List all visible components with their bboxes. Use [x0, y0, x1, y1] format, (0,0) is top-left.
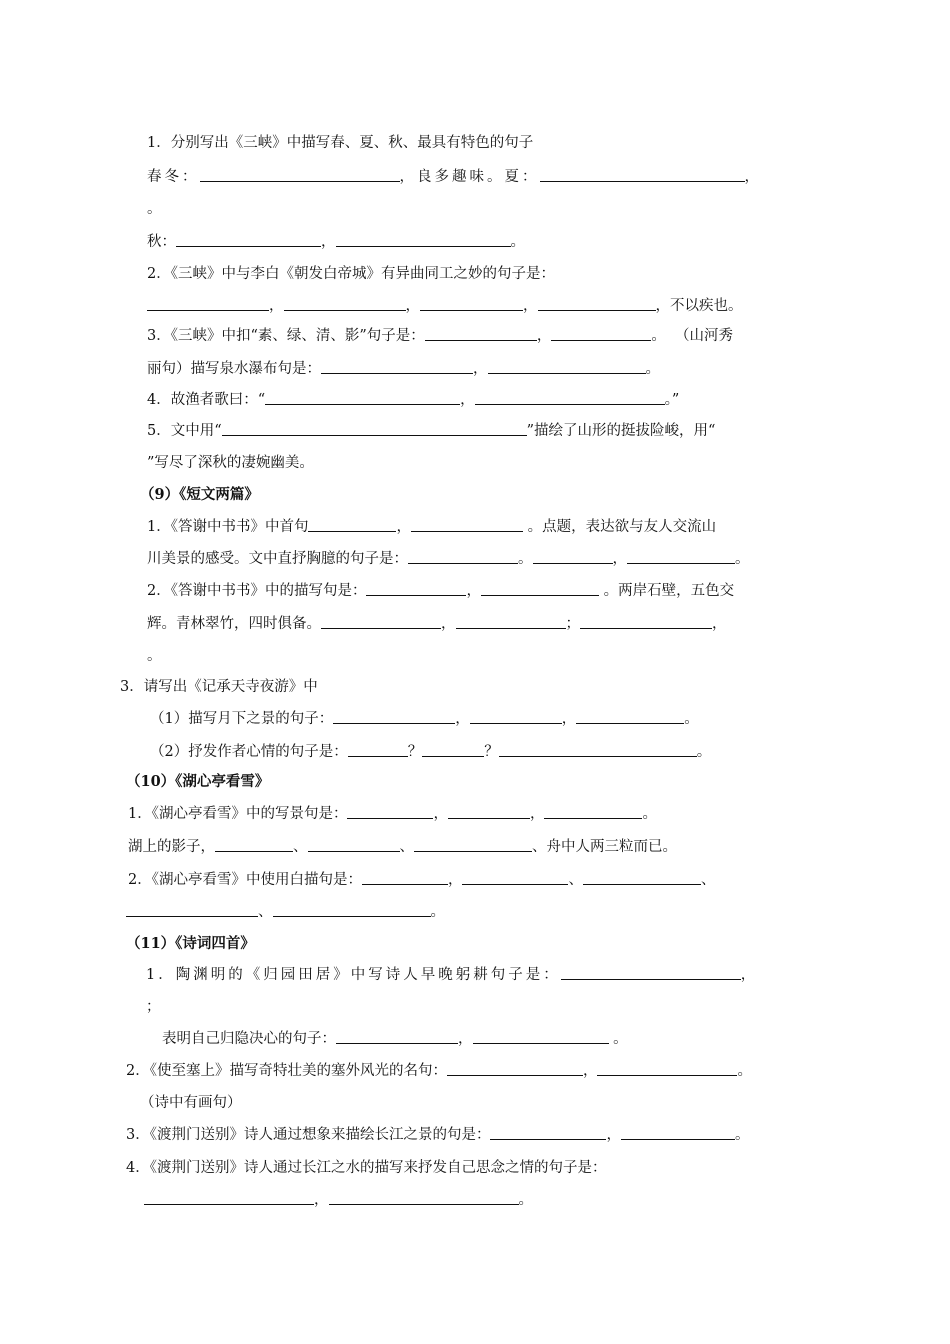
blank[interactable]: [321, 359, 473, 374]
sanxia-q1-autumn: 秋： ， 。: [147, 234, 525, 250]
sanxia-q1: 1．分别写出《三峡》中描写春、夏、秋、最具有特色的句子: [147, 135, 534, 151]
blank[interactable]: [627, 549, 735, 564]
blank[interactable]: [481, 581, 599, 596]
blank[interactable]: [551, 326, 651, 341]
blank[interactable]: [473, 1029, 609, 1044]
blank[interactable]: [333, 709, 455, 724]
blank[interactable]: [490, 1125, 606, 1140]
blank[interactable]: [422, 742, 484, 757]
blank[interactable]: [362, 870, 448, 885]
blank[interactable]: [408, 549, 518, 564]
blank[interactable]: [414, 837, 532, 852]
duanwen-q3: 3．请写出《记承天寺夜游》中: [120, 679, 318, 695]
sanxia-q3-line2: 丽句）描写泉水瀑布句是： ， 。: [147, 361, 660, 377]
shici-q1-semicolon: ；: [146, 999, 161, 1015]
duanwen-q3-a: （1）描写月下之景的句子： ， ， 。: [150, 711, 699, 727]
shici-q4-answer: ， 。: [144, 1190, 533, 1210]
sanxia-q2: 2．《三峡》中与李白《朝发白帝城》有异曲同工之妙的句子是：: [147, 266, 555, 282]
blank[interactable]: [576, 709, 684, 724]
blank[interactable]: [347, 804, 433, 819]
blank[interactable]: [265, 390, 460, 405]
blank[interactable]: [273, 902, 431, 917]
blank[interactable]: [580, 614, 712, 629]
blank[interactable]: [308, 517, 396, 532]
blank[interactable]: [475, 390, 665, 405]
blank[interactable]: [583, 870, 701, 885]
shici-q4: 4．《渡荆门送别》诗人通过长江之水的描写来抒发自己思念之情的句子是：: [126, 1160, 607, 1176]
duanwen-q2-line2: 辉。青林翠竹，四时俱备。 ， ； ，: [147, 616, 727, 632]
blank[interactable]: [348, 742, 408, 757]
blank[interactable]: [284, 296, 406, 311]
blank[interactable]: [321, 614, 441, 629]
sanxia-q1-spring: 春冬： ，良多趣味。夏： ，: [147, 169, 762, 185]
blank[interactable]: [462, 870, 568, 885]
duanwen-q3-b: （2）抒发作者心情的句子是： ？ ？ 。: [150, 744, 712, 760]
blank[interactable]: [215, 837, 293, 852]
duanwen-q1: 1．《答谢中书书》中首句 ， 。点题，表达欲与友人交流山: [147, 519, 717, 535]
blank[interactable]: [176, 232, 321, 247]
huxinting-q1: 1．《湖心亭看雪》中的写景句是： ， ， 。: [128, 806, 657, 822]
blank[interactable]: [126, 902, 258, 917]
blank[interactable]: [538, 296, 656, 311]
blank[interactable]: [447, 1061, 583, 1076]
duanwen-q2: 2．《答谢中书书》中的描写句是： ， 。两岸石壁，五色交: [147, 583, 735, 599]
section-heading-duanwen: （9）《短文两篇》: [140, 486, 259, 503]
blank[interactable]: [366, 581, 466, 596]
huxinting-q1-line2: 湖上的影子， 、 、 、舟中人两三粒而已。: [128, 839, 677, 855]
blank[interactable]: [222, 421, 527, 436]
huxinting-q2: 2．《湖心亭看雪》中使用白描句是： ， 、 、: [128, 872, 716, 888]
blank[interactable]: [411, 517, 523, 532]
sanxia-q1-dot: 。: [147, 201, 162, 217]
duanwen-q2-dot: 。: [147, 648, 162, 664]
blank[interactable]: [420, 296, 523, 311]
sanxia-q4: 4．故渔者歌曰：“ ， 。”: [147, 392, 680, 408]
section-heading-shici: （11）《诗词四首》: [126, 935, 255, 952]
blank[interactable]: [329, 1190, 519, 1205]
blank[interactable]: [425, 326, 537, 341]
blank[interactable]: [336, 232, 511, 247]
blank[interactable]: [540, 167, 745, 182]
blank[interactable]: [147, 296, 269, 311]
shici-q2: 2．《使至塞上》描写奇特壮美的塞外风光的名句： ， 。: [126, 1063, 752, 1079]
blank[interactable]: [561, 965, 741, 980]
shici-q1: 1．陶渊明的《归园田居》中写诗人早晚躬耕句子是： ，: [146, 967, 759, 983]
section-heading-huxinting: （10）《湖心亭看雪》: [126, 773, 270, 790]
blank[interactable]: [336, 1029, 458, 1044]
blank[interactable]: [456, 614, 566, 629]
blank[interactable]: [470, 709, 562, 724]
shici-q3: 3．《渡荆门送别》诗人通过想象来描绘长江之景的句是： ， 。: [126, 1127, 750, 1143]
blank[interactable]: [144, 1190, 314, 1205]
shici-q2-note: （诗中有画句）: [140, 1095, 242, 1111]
blank[interactable]: [597, 1061, 737, 1076]
sanxia-q5: 5．文中用“ ”描绘了山形的挺拔险峻，用“: [147, 423, 716, 439]
shici-q1-line2: 表明自己归隐决心的句子： ， 。: [162, 1031, 628, 1047]
sanxia-q2-answer: ， ， ， ，不以疾也。: [147, 296, 743, 316]
blank[interactable]: [499, 742, 697, 757]
blank[interactable]: [544, 804, 642, 819]
sanxia-q3: 3．《三峡》中扣“素、绿、清、影”句子是： ， 。 （山河秀: [147, 328, 734, 344]
huxinting-q2-line2: 、 。: [126, 902, 445, 922]
sanxia-q5-line2: ”写尽了深秋的凄婉幽美。: [147, 455, 314, 471]
blank[interactable]: [533, 549, 613, 564]
blank[interactable]: [200, 167, 400, 182]
duanwen-q1-line2: 川美景的感受。文中直抒胸臆的句子是： 。 ， 。: [147, 551, 750, 567]
blank[interactable]: [621, 1125, 735, 1140]
blank[interactable]: [308, 837, 400, 852]
blank[interactable]: [448, 804, 530, 819]
blank[interactable]: [488, 359, 646, 374]
